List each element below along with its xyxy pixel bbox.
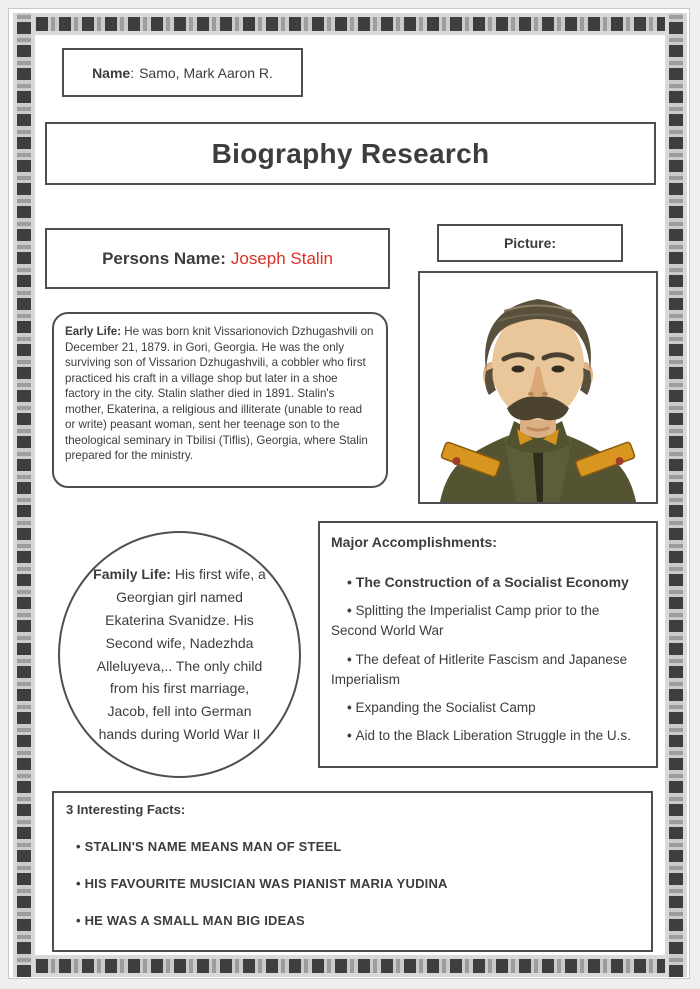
family-life-circle — [58, 531, 301, 778]
early-life-text: He was born knit Vissarionovich Dzhugashvili on December 21, 1879. in Gori, Georgia. He was the only surviving son of Vissarion Dzhugashvili, a cobbler who first practiced his craft in a village shop but later in a shoe factory in the city. Stalin slather died in 1891. Stalin's mother, Ekaterina, a religious and illiterate (unable to read or write) peasant woman, sent her teenage son to the theological seminary in Tbilisi (Tiflis), Georgia, where Stalin prepared for the ministry. — [65, 325, 374, 463]
stalin-portrait-image — [420, 273, 656, 502]
fact-item: • HIS FAVOURITE MUSICIAN WAS PIANIST MARIA YUDINA — [66, 876, 639, 891]
interesting-facts-label: 3 Interesting Facts: — [66, 802, 186, 817]
picture-label: Picture: — [503, 235, 557, 251]
page-title-box — [45, 122, 656, 185]
fact-item: • HE WAS A SMALL MAN BIG IDEAS — [66, 913, 639, 928]
person-name-value: Joseph Stalin — [230, 248, 333, 268]
student-name-label: Name — [92, 64, 131, 81]
family-life-label: Family Life: — [93, 566, 171, 583]
person-name-separator: : — [220, 248, 226, 268]
accomplishment-item: • The Construction of a Socialist Economy — [331, 572, 645, 593]
accomplishment-item: • Aid to the Black Liberation Struggle in the U.s. — [331, 726, 645, 746]
person-name-box — [45, 228, 390, 289]
fact-item: • STALIN'S NAME MEANS MAN OF STEEL — [66, 839, 639, 854]
early-life-label: Early Life: — [65, 325, 122, 338]
early-life-box — [52, 312, 388, 488]
student-name-value: Samo, Mark Aaron R. — [139, 64, 273, 81]
student-name-box — [62, 48, 303, 97]
student-name-separator: : — [130, 64, 135, 81]
accomplishments-box — [318, 521, 658, 768]
accomplishments-label: Major Accomplishments: — [331, 534, 497, 550]
interesting-facts-box — [52, 791, 653, 952]
ornamental-border-top — [13, 13, 687, 35]
ornamental-border-right — [665, 13, 687, 977]
ornamental-border-bottom — [13, 955, 687, 977]
family-life-content — [90, 563, 269, 746]
accomplishment-item: • Expanding the Socialist Camp — [331, 698, 645, 718]
picture-label-box — [437, 224, 623, 262]
page-title: Biography Research — [211, 137, 490, 169]
person-name-label: Persons Name — [102, 248, 221, 268]
accomplishment-item: • Splitting the Imperialist Camp prior to the Second World War — [331, 601, 645, 642]
ornamental-border-left — [13, 13, 35, 977]
accomplishment-item: • The defeat of Hitlerite Fascism and Japanese Imperialism — [331, 650, 645, 691]
picture-frame — [418, 271, 658, 504]
family-life-text: His first wife, a Georgian girl named Ekaterina Svanidze. His Second wife, Nadezhda Alleluyeva,.. The only child from his first marriage, Jacob, fell into German hands during World War II — [96, 566, 266, 742]
